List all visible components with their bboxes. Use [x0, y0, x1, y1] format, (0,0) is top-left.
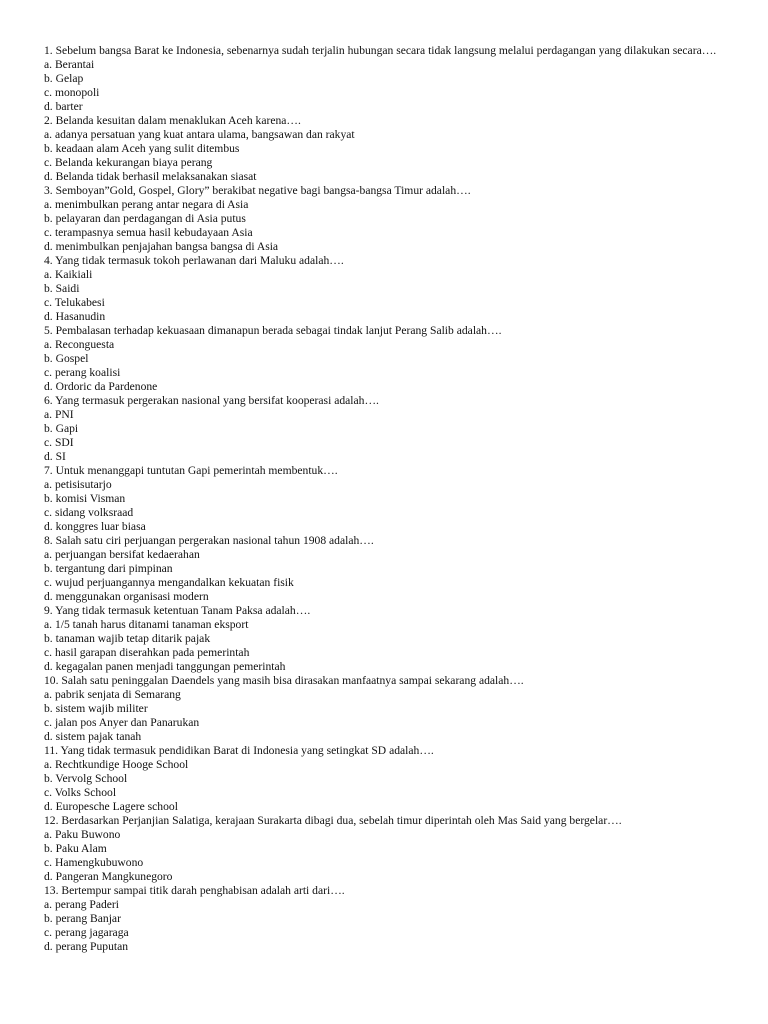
question-text: 11. Yang tidak termasuk pendidikan Barat di Indonesia yang setingkat SD adalah…. [44, 744, 434, 757]
option-b: b. Gospel [44, 352, 89, 365]
question-12 [44, 814, 724, 884]
option-a: a. menimbulkan perang antar negara di Asia [44, 198, 249, 211]
option-a: a. adanya persatuan yang kuat antara ulama, bangsawan dan rakyat [44, 128, 355, 141]
option-a: a. perang Paderi [44, 898, 120, 911]
question-1 [44, 44, 724, 114]
option-b: b. tanaman wajib tetap ditarik pajak [44, 632, 211, 645]
option-b: b. Gapi [44, 422, 79, 435]
option-d: d. menimbulkan penjajahan bangsa bangsa di Asia [44, 240, 279, 253]
option-c: c. perang jagaraga [44, 926, 129, 939]
question-3 [44, 184, 724, 254]
question-text: 1. Sebelum bangsa Barat ke Indonesia, sebenarnya sudah terjalin hubungan secara tidak langsung melalui perdagangan yang dilakukan secara…. [44, 44, 717, 57]
option-c: c. hasil garapan diserahkan pada pemerintah [44, 646, 250, 659]
question-text: 10. Salah satu peninggalan Daendels yang masih bisa dirasakan manfaatnya sampai sekarang adalah…. [44, 674, 524, 687]
option-a: a. Reconguesta [44, 338, 115, 351]
option-a: a. pabrik senjata di Semarang [44, 688, 181, 701]
option-d: d. Europesche Lagere school [44, 800, 178, 813]
question-text: 6. Yang termasuk pergerakan nasional yang bersifat kooperasi adalah…. [44, 394, 379, 407]
option-c: c. sidang volksraad [44, 506, 134, 519]
question-7 [44, 464, 724, 534]
option-b: b. sistem wajib militer [44, 702, 148, 715]
question-text: 13. Bertempur sampai titik darah penghabisan adalah arti dari…. [44, 884, 345, 897]
question-6 [44, 394, 724, 464]
option-c: c. Hamengkubuwono [44, 856, 144, 869]
question-text: 4. Yang tidak termasuk tokoh perlawanan dari Maluku adalah…. [44, 254, 344, 267]
question-9 [44, 604, 724, 674]
option-c: c. Volks School [44, 786, 117, 799]
option-a: a. Kaikiali [44, 268, 93, 281]
option-a: a. Rechtkundige Hooge School [44, 758, 189, 771]
question-text: 2. Belanda kesuitan dalam menaklukan Aceh karena…. [44, 114, 301, 127]
option-d: d. sistem pajak tanah [44, 730, 142, 743]
option-b: b. Gelap [44, 72, 84, 85]
option-d: d. kegagalan panen menjadi tanggungan pemerintah [44, 660, 286, 673]
question-5 [44, 324, 724, 394]
question-11 [44, 744, 724, 814]
question-text: 9. Yang tidak termasuk ketentuan Tanam Paksa adalah…. [44, 604, 311, 617]
option-d: d. Belanda tidak berhasil melaksanakan siasat [44, 170, 257, 183]
option-c: c. perang koalisi [44, 366, 121, 379]
option-c: c. wujud perjuangannya mengandalkan kekuatan fisik [44, 576, 294, 589]
option-b: b. perang Banjar [44, 912, 121, 925]
option-b: b. keadaan alam Aceh yang sulit ditembus [44, 142, 240, 155]
question-10 [44, 674, 724, 744]
option-c: c. SDI [44, 436, 74, 449]
question-text: 12. Berdasarkan Perjanjian Salatiga, kerajaan Surakarta dibagi dua, sebelah timur diperintah oleh Mas Said yang bergelar…. [44, 814, 622, 827]
option-d: d. perang Puputan [44, 940, 129, 953]
option-a: a. Berantai [44, 58, 95, 71]
option-b: b. komisi Visman [44, 492, 126, 505]
option-a: a. 1/5 tanah harus ditanami tanaman eksport [44, 618, 249, 631]
option-d: d. menggunakan organisasi modern [44, 590, 209, 603]
question-2 [44, 114, 724, 184]
option-b: b. pelayaran dan perdagangan di Asia putus [44, 212, 246, 225]
question-8 [44, 534, 724, 604]
option-b: b. Paku Alam [44, 842, 107, 855]
option-c: c. Telukabesi [44, 296, 105, 309]
option-d: d. Pangeran Mangkunegoro [44, 870, 173, 883]
question-text: 3. Semboyan”Gold, Gospel, Glory” berakibat negative bagi bangsa-bangsa Timur adalah…. [44, 184, 471, 197]
option-d: d. SI [44, 450, 66, 463]
option-b: b. Saidi [44, 282, 80, 295]
option-d: d. konggres luar biasa [44, 520, 146, 533]
option-d: d. Hasanudin [44, 310, 106, 323]
question-text: 5. Pembalasan terhadap kekuasaan dimanapun berada sebagai tindak lanjut Perang Salib adalah…. [44, 324, 502, 337]
option-a: a. PNI [44, 408, 74, 421]
option-a: a. Paku Buwono [44, 828, 121, 841]
question-4 [44, 254, 724, 324]
option-c: c. monopoli [44, 86, 100, 99]
option-b: b. Vervolg School [44, 772, 128, 785]
option-a: a. petisisutarjo [44, 478, 112, 491]
question-text: 7. Untuk menanggapi tuntutan Gapi pemerintah membentuk…. [44, 464, 338, 477]
option-d: d. Ordoric da Pardenone [44, 380, 158, 393]
question-13 [44, 884, 724, 954]
option-c: c. jalan pos Anyer dan Panarukan [44, 716, 200, 729]
question-text: 8. Salah satu ciri perjuangan pergerakan nasional tahun 1908 adalah…. [44, 534, 374, 547]
option-d: d. barter [44, 100, 83, 113]
document-page [44, 44, 724, 954]
option-b: b. tergantung dari pimpinan [44, 562, 173, 575]
option-c: c. terampasnya semua hasil kebudayaan Asia [44, 226, 253, 239]
option-c: c. Belanda kekurangan biaya perang [44, 156, 213, 169]
option-a: a. perjuangan bersifat kedaerahan [44, 548, 200, 561]
